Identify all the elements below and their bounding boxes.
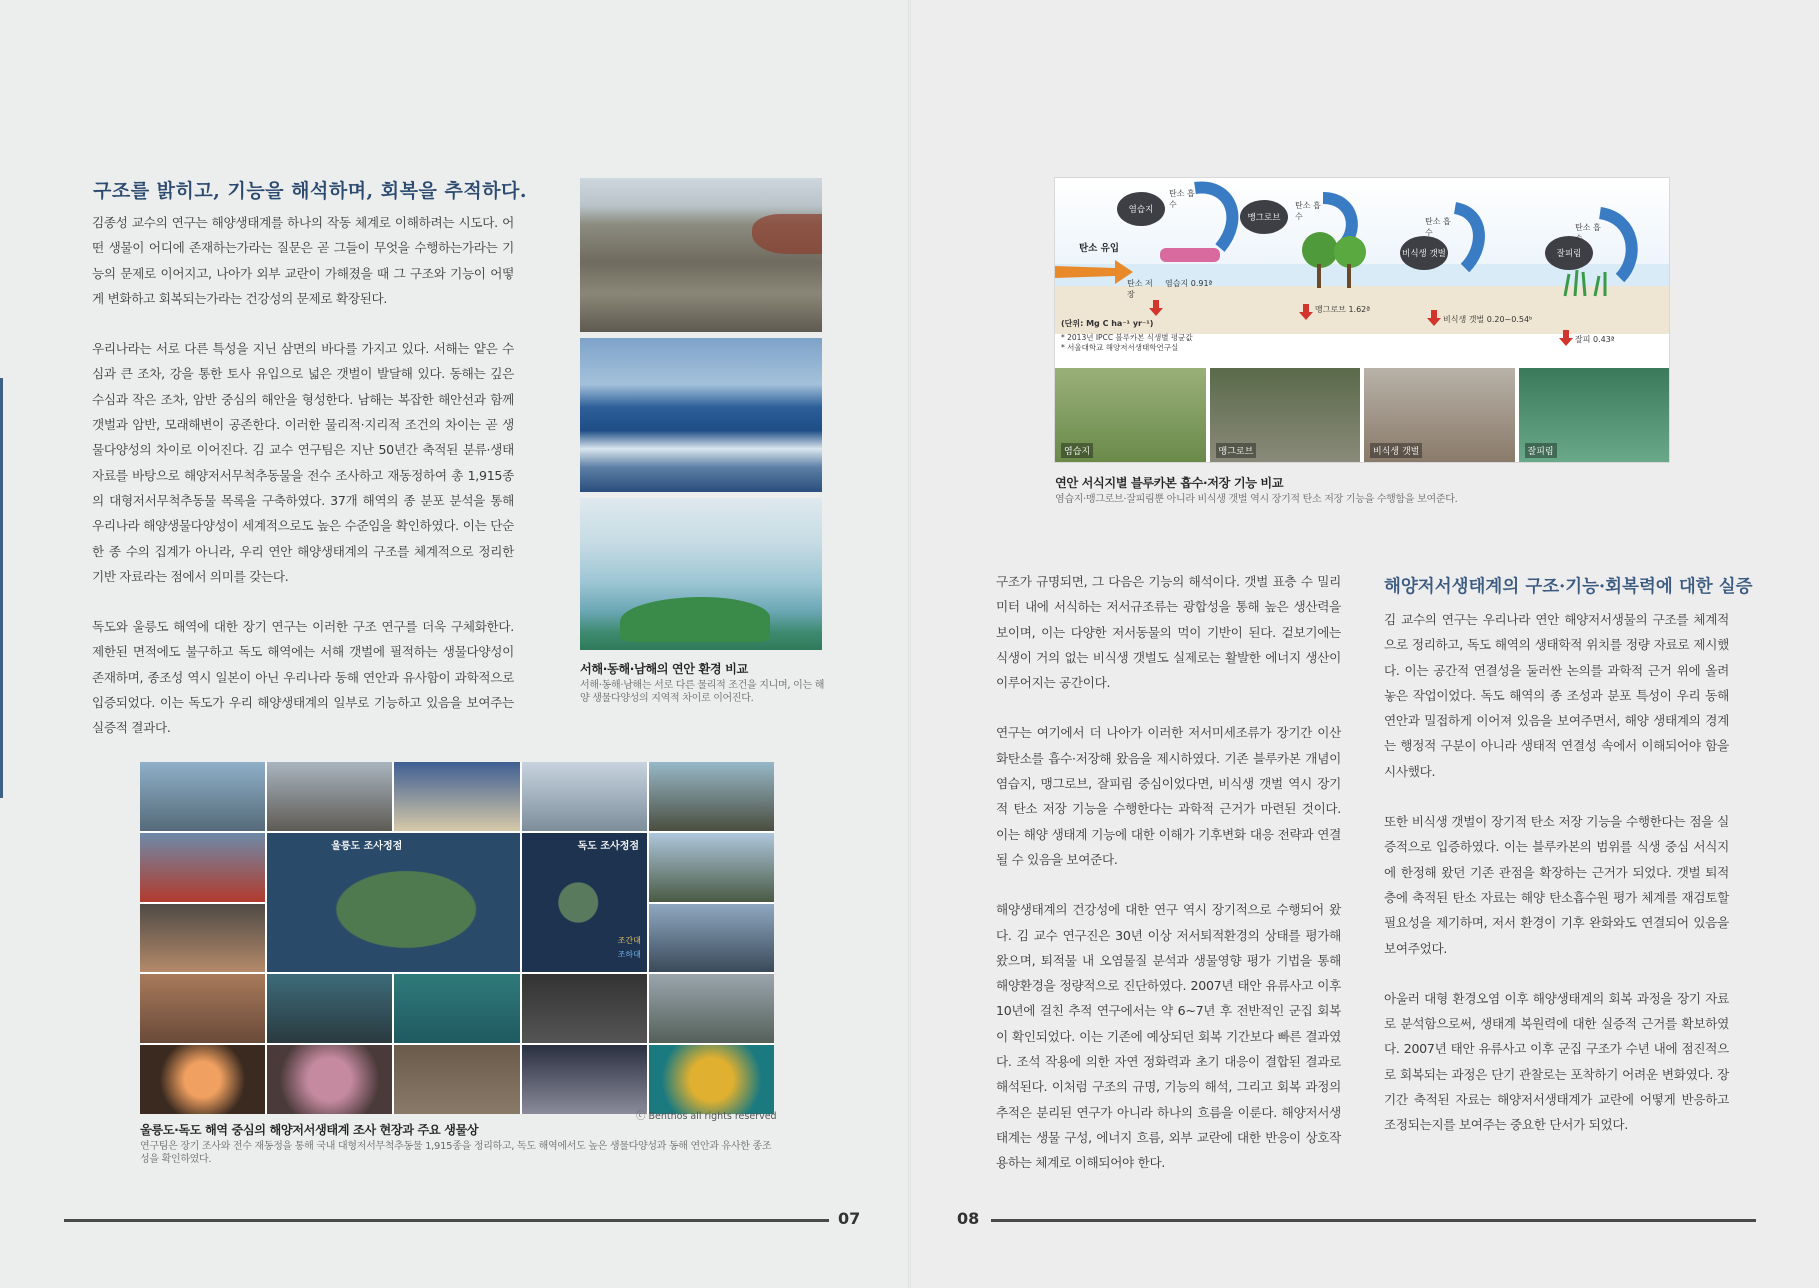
collage-photo (522, 974, 647, 1043)
dokdo-map-label: 독도 조사정점 (577, 840, 640, 852)
page-number-left: 07 (838, 1209, 861, 1228)
left-paragraph-3: 독도와 울릉도 해역에 대한 장기 연구는 이러한 구조 연구를 더욱 구체화한다. 제한된 면적에도 불구하고 독도 해역에는 서해 갯벌에 필적하는 생물다양성이 존재하며, 종조성 역시 일본이 아닌 우리나라 동해 연안과 유사함이 과학적으로 입증되었다. 이는 독도가 우리 해양생태계의 일부로 기능하고 있음을 보여주는 실증적 결과다. (92, 619, 514, 736)
collage-photo (522, 762, 647, 831)
left-page-title: 구조를 밝히고, 기능을 해석하며, 회복을 추적하다. (93, 180, 527, 202)
collage-photo (649, 974, 774, 1043)
collage-photo (649, 762, 774, 831)
collage-photo (267, 1045, 392, 1114)
footer-rule-left (64, 1219, 829, 1222)
right-col1-paragraph-2: 연구는 여기에서 더 나아가 이러한 저서미세조류가 장기간 이산화탄소를 흡수·저장해 왔음을 제시하였다. 기존 블루카본 개념이 염습지, 맹그로브, 잘피림 중심이었다면, 비식생 갯벌 역시 장기적 탄소 저장 기능을 수행한다는 과학적 근거가 마련된 것이다. 이는 해양 생태계 기능에 대한 이해가 기후변화 대응 전략과 연결될 수 있음을 보여준다. (996, 725, 1341, 867)
page-edge-mark (0, 378, 3, 798)
absorb-label-4: 탄소 흡수 (1575, 223, 1601, 243)
collage-photo (140, 833, 265, 902)
ulleungdo-map (267, 833, 519, 973)
right-page-text (911, 0, 1819, 1288)
collage-photo (140, 1045, 265, 1114)
legend-intertidal: 조간대 (617, 936, 641, 946)
left-page (0, 0, 909, 1288)
store-label: 탄소 저장 (1127, 279, 1153, 299)
absorb-label-3: 탄소 흡수 (1425, 217, 1451, 237)
thumb-label: 비식생 갯벌 (1370, 443, 1422, 458)
right-column-1 (996, 569, 1341, 1201)
diagram-caption-subtitle: 염습지·맹그로브·잘피림뿐 아니라 비식생 갯벌 역시 장기적 탄소 저장 기능을 수행함을 보여준다. (1055, 494, 1458, 505)
tidalflat-value: 비식생 갯벌 0.20~0.54ᵇ (1443, 315, 1533, 324)
ulleungdo-map-label: 울릉도 조사정점 (331, 840, 403, 852)
diagram-note-1: * 2013년 IPCC 블루카본 식생별 평균값 (1061, 333, 1193, 342)
legend-subtidal: 조하대 (617, 950, 641, 960)
collage-photo (394, 974, 519, 1043)
right-col1-paragraph-3: 해양생태계의 건강성에 대한 연구 역시 장기적으로 수행되어 왔다. 김 교수 연구진은 30년 이상 저서퇴적환경의 상태를 평가해 왔으며, 퇴적물 내 오염물질 분석과 생물영향 평가 기법을 통해 해양환경을 정량적으로 진단하였다. 2007년 태안 유류사고 이후 10년에 걸친 추적 연구에서는 약 6~7년 후 전반적인 군집 회복이 확인되었다. 이는 기존에 예상되던 회복 기간보다 빠른 결과였다. 조석 작용에 의한 자연 정화력과 초기 대응이 결합된 결과로 해석된다. 이처럼 구조의 규명, 기능의 해석, 그리고 회복 과정의 추적은 분리된 연구가 아니라 하나의 흐름을 이룬다. 해양저서생태계는 생물 구성, 에너지 흐름, 외부 교란에 대한 반응이 상호작용하는 체계로 이해되어야 한다. (996, 902, 1341, 1171)
collage-photo (649, 1045, 774, 1114)
right-col1-paragraph-1: 구조가 규명되면, 그 다음은 기능의 해석이다. 갯벌 표층 수 밀리미터 내에 서식하는 저서규조류는 광합성을 통해 높은 생산력을 보이며, 이는 다양한 저서동물의 먹이 기반이 된다. 겉보기에는 식생이 거의 없는 비식생 갯벌도 실제로는 활발한 에너지 생산이 이루어지는 공간이다. (996, 574, 1341, 691)
right-column-2 (1384, 607, 1729, 1163)
collage-caption (140, 1121, 780, 1166)
collage-photo (267, 762, 392, 831)
collage-photo (140, 974, 265, 1043)
absorb-label-1: 탄소 흡수 (1169, 189, 1195, 209)
west-sea-tidalflat-photo (580, 178, 822, 332)
east-sea-coast-photo (580, 338, 822, 492)
seagrass-value: 잘피 0.43ª (1575, 335, 1615, 344)
right-section-title: 해양저서생태계의 구조·기능·회복력에 대한 실증 (1384, 577, 1753, 597)
left-body-text (92, 210, 514, 766)
saltmarsh-bubble: 염습지 (1117, 192, 1165, 226)
collage-photo (649, 904, 774, 973)
footer-rule-right (991, 1219, 1756, 1222)
thumb-label: 염습지 (1061, 443, 1093, 458)
collage-photo (522, 1045, 647, 1114)
tidalflat-bubble: 비식생 갯벌 (1400, 236, 1448, 270)
page-number-right: 08 (957, 1209, 980, 1228)
thumb-label: 잘피림 (1525, 443, 1557, 458)
coast-caption-title: 서해·동해·남해의 연안 환경 비교 (580, 662, 748, 676)
thumb-label: 맹그로브 (1216, 443, 1257, 458)
unit-label: (단위: Mg C ha⁻¹ yr⁻¹) (1061, 319, 1154, 328)
absorb-label-2: 탄소 흡수 (1295, 201, 1321, 221)
diagram-note-2: * 서울대학교 해양저서생태학연구실 (1061, 343, 1179, 352)
collage-photo (394, 762, 519, 831)
mangrove-value: 맹그로브 1.62ª (1315, 305, 1371, 314)
seagrass-bubble: 잘피림 (1545, 236, 1593, 270)
coast-caption-subtitle: 서해·동해·남해는 서로 다른 물리적 조건을 지니며, 이는 해양 생물다양성의 지역적 차이로 이어진다. (580, 680, 825, 704)
diagram-caption-title: 연안 서식지별 블루카본 흡수·저장 기능 비교 (1055, 476, 1284, 490)
collage-photo (267, 974, 392, 1043)
copyright-note: ⓒ Benthos all rights reserved (636, 1111, 777, 1122)
collage-photo (140, 762, 265, 831)
south-sea-islands-photo (580, 498, 822, 650)
dokdo-map (522, 833, 647, 973)
right-col2-paragraph-3: 아울러 대형 환경오염 이후 해양생태계의 회복 과정을 장기 자료로 분석함으로써, 생태계 복원력에 대한 실증적 근거를 확보하였다. 2007년 태안 유류사고 이후 군집 구조가 수년 내에 점진적으로 회복되는 과정은 단기 관찰로는 포착하기 어려운 변화였다. 장기간 축적된 자료는 해양저서생태계가 교란에 어떻게 반응하고 조정되는지를 보여주는 중요한 단서가 되었다. (1384, 990, 1729, 1133)
saltmarsh-value: 염습지 0.91ª (1165, 279, 1213, 288)
carbon-inflow-label: 탄소 유입 (1079, 243, 1120, 254)
collage-photo (394, 1045, 519, 1114)
collage-caption-title: 울릉도·독도 해역 중심의 해양저서생태계 조사 현장과 주요 생물상 (140, 1123, 479, 1137)
mangrove-bubble: 맹그로브 (1240, 200, 1288, 234)
coast-photo-caption (580, 660, 830, 705)
survey-photo-collage (140, 762, 774, 1114)
collage-photo (649, 833, 774, 902)
collage-caption-subtitle: 연구팀은 장기 조사와 전수 재동정을 통해 국내 대형저서무척추동물 1,915종을 정리하고, 독도 해역에서도 높은 생물다양성과 동해 연안과 유사한 종조성을 확인하였다. (140, 1141, 772, 1165)
collage-photo (140, 904, 265, 973)
right-col2-paragraph-2: 또한 비식생 갯벌이 장기적 탄소 저장 기능을 수행한다는 점을 실증적으로 입증하였다. 이는 블루카본의 범위를 식생 중심 서식지에 한정해 왔던 기존 관점을 확장하는 근거가 되었다. 갯벌 퇴적층에 축적된 탄소 자료는 해양 탄소흡수원 평가 체계를 재검토할 필요성을 제기하며, 저서 환경이 기후 완화와도 연결되어 있음을 보여주었다. (1384, 814, 1729, 956)
left-paragraph-1: 김종성 교수의 연구는 해양생태계를 하나의 작동 체계로 이해하려는 시도다. 어떤 생물이 어디에 존재하는가라는 질문은 곧 그들이 무엇을 수행하는가라는 기능의 문제로 이어지고, 나아가 외부 교란이 가해졌을 때 그 구조와 기능이 어떻게 변화하고 회복되는가라는 건강성의 문제로 확장된다. (92, 215, 514, 306)
left-paragraph-2: 우리나라는 서로 다른 특성을 지닌 삼면의 바다를 가지고 있다. 서해는 얕은 수심과 큰 조차, 강을 통한 토사 유입으로 넓은 갯벌이 발달해 있다. 동해는 깊은 수심과 작은 조차, 암반 중심의 해안을 형성한다. 남해는 복잡한 해안선과 함께 갯벌과 암반, 모래해변이 공존한다. 이러한 물리적·지리적 조건의 차이는 곧 생물다양성의 차이로 이어진다. 김 교수 연구팀은 지난 50년간 축적된 분류·생태 자료를 바탕으로 해양저서무척추동물을 전수 조사하고 재동정하여 총 1,915종의 대형저서무척추동물 목록을 구축하였다. 37개 해역의 종 분포 분석을 통해 우리나라 해양생물다양성이 세계적으로도 높은 수준임을 확인하였다. 이는 단순한 종 수의 집계가 아니라, 우리 연안 해양생태계의 구조를 체계적으로 정리한 기반 자료라는 점에서 의미를 갖는다. (92, 341, 514, 584)
right-col2-paragraph-1: 김 교수의 연구는 우리나라 연안 해양저서생물의 구조를 체계적으로 정리하고, 독도 해역의 생태학적 위치를 정량 자료로 제시했다. 이는 공간적 연결성을 둘러싼 논의를 과학적 근거 위에 올려놓은 작업이었다. 독도 해역의 종 조성과 분포 특성이 우리 동해 연안과 밀접하게 이어져 있음을 보여주면서, 해양 생태계의 경계는 행정적 구분이 아니라 생태적 연결성 속에서 이해되어야 함을 시사했다. (1384, 612, 1729, 779)
